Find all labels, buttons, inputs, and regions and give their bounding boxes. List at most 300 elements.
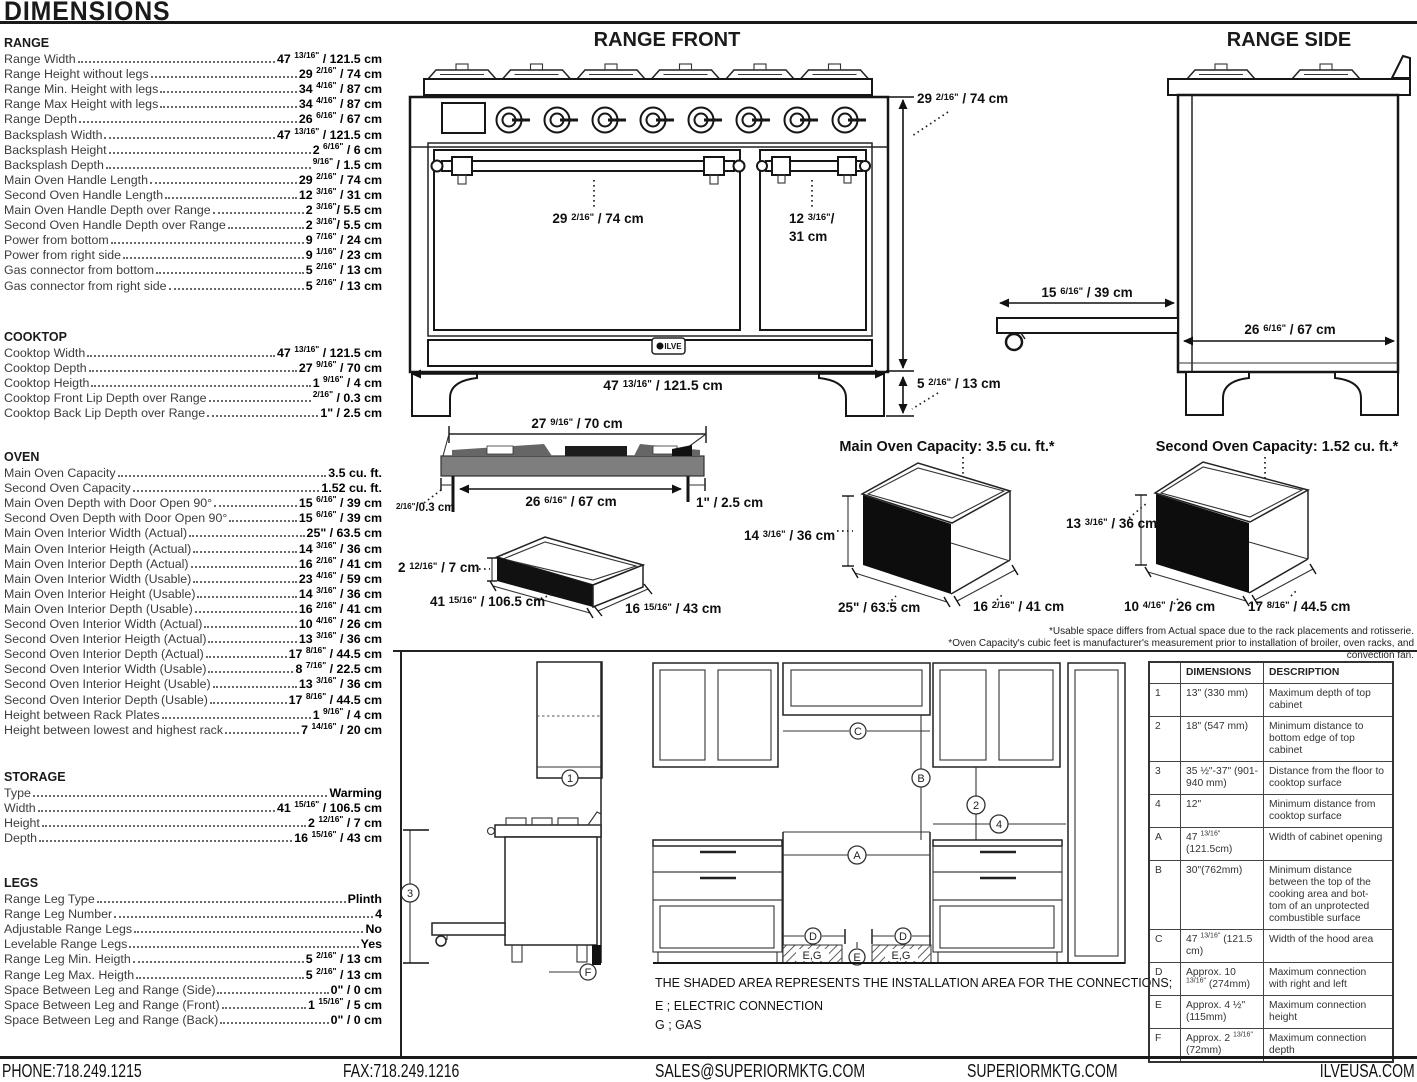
table-cell: B: [1149, 861, 1181, 930]
spec-row: [4, 157, 382, 172]
dotted-leader: [160, 106, 297, 108]
spec-row: [4, 1012, 382, 1027]
svg-text:2: 2: [972, 800, 980, 812]
spec-row: [4, 785, 382, 800]
spec-value: 0" / 0 cm: [330, 982, 382, 997]
control-knob: [833, 108, 867, 133]
dotted-leader: [195, 611, 297, 613]
spec-label: Main Oven Interior Heigth (Actual): [4, 541, 192, 556]
svg-text:C: C: [854, 726, 862, 738]
table-cell: 12": [1181, 795, 1264, 828]
side-back-leg: [1335, 372, 1398, 415]
footer-brand-site: ILVEUSA.COM: [1320, 1061, 1415, 1081]
dotted-leader: [206, 656, 287, 658]
spec-label: Backsplash Height: [4, 142, 107, 157]
spec-value: 13 $^{3/16"}$ / 36 cm: [298, 630, 382, 647]
table-cell: Maximum connection height: [1264, 996, 1394, 1029]
spec-label: Range Height without legs: [4, 67, 149, 82]
spec-label: Main Oven Handle Length: [4, 172, 148, 187]
spec-label: Space Between Leg and Range (Side): [4, 982, 216, 997]
spec-row: [4, 465, 382, 480]
dim-storage-height: 2 12/16" / 7 cm: [398, 560, 480, 575]
rear-connection-area: [592, 945, 601, 965]
table-cell: Minimum distance from cooktop surface: [1264, 795, 1394, 828]
spec-label: Gas connector from right side: [4, 278, 167, 293]
dotted-leader: [156, 272, 304, 274]
spec-section-cooktop: [4, 330, 382, 420]
spec-label: Height between lowest and highest rack: [4, 722, 224, 737]
section-heading: RANGE: [4, 36, 50, 50]
dotted-leader: [228, 227, 304, 229]
control-knob: [785, 108, 819, 133]
spec-value: 16 $^{2/16"}$ / 41 cm: [298, 554, 382, 571]
door-wheel: [1006, 334, 1022, 350]
spec-label: Second Oven Depth with Door Open 90°: [4, 511, 228, 526]
side-front-leg: [1186, 372, 1249, 415]
spec-row: [4, 906, 382, 921]
table-row: [1149, 861, 1393, 930]
dotted-leader: [150, 182, 297, 184]
spec-value: 34 $^{4/16"}$ / 87 cm: [298, 80, 382, 97]
spec-row: [4, 556, 382, 571]
dotted-leader: [134, 931, 363, 933]
table-header-cell: DIMENSIONS: [1181, 662, 1264, 684]
spec-value: Yes: [360, 937, 382, 952]
spec-label: Second Oven Handle Length: [4, 187, 164, 202]
table-cell: 4: [1149, 795, 1181, 828]
spec-section-range: [4, 36, 382, 293]
spec-row: [4, 707, 382, 722]
svg-text:D: D: [899, 931, 907, 943]
spec-value: 5 $^{2/16"}$ / 13 cm: [305, 950, 382, 967]
dim-second-oven-width: 10 4/16" / 26 cm: [1124, 599, 1216, 614]
vertical-divider: [400, 650, 402, 1057]
control-knob: [641, 108, 675, 133]
spec-row: [4, 96, 382, 111]
dim-back-lip: 1" / 2.5 cm: [696, 495, 764, 510]
footer-bar: [0, 1061, 1417, 1080]
dotted-leader: [133, 961, 304, 963]
section-heading: LEGS: [4, 876, 39, 890]
spec-label: Cooktop Heigth: [4, 376, 90, 391]
dotted-leader: [104, 137, 275, 139]
dotted-leader: [169, 288, 304, 290]
table-row: [1149, 930, 1393, 963]
table-cell: 1: [1149, 684, 1181, 717]
installation-diagram: [400, 652, 1145, 979]
spec-row: [4, 921, 382, 936]
dotted-leader: [160, 91, 297, 93]
spec-row: [4, 691, 382, 706]
spec-row: [4, 510, 382, 525]
main-oven-capacity-title: Main Oven Capacity: 3.5 cu. ft.*: [839, 439, 1055, 455]
spec-value: 2 $^{6/16"}$ / 6 cm: [312, 140, 382, 157]
spec-value: 2 $^{3/16"}$/ 5.5 cm: [305, 216, 382, 233]
table-cell: 47 $^{13/16"}$ (121.5 cm): [1181, 930, 1264, 963]
spec-value: 26 $^{6/16"}$ / 67 cm: [298, 110, 382, 127]
footer-rule: [0, 1056, 1417, 1059]
legend-gas: G ; GAS: [655, 1018, 702, 1032]
spec-value: 9 $^{1/16"}$ / 23 cm: [305, 246, 382, 263]
spec-label: Space Between Leg and Range (Front): [4, 997, 220, 1012]
svg-text:D: D: [809, 931, 817, 943]
spec-label: Second Oven Capacity: [4, 481, 131, 496]
second-oven-handle: [757, 157, 870, 183]
dotted-leader: [97, 901, 346, 903]
spec-value: 17 $^{8/16"}$ / 44.5 cm: [288, 645, 382, 662]
spec-label: Main Oven Depth with Door Open 90°: [4, 496, 213, 511]
spec-value: Plinth: [347, 892, 382, 907]
spec-row: [4, 646, 382, 661]
spec-row: [4, 525, 382, 540]
spec-value: 17 $^{8/16"}$ / 44.5 cm: [288, 690, 382, 707]
spec-row: [4, 232, 382, 247]
table-cell: F: [1149, 1029, 1181, 1063]
spec-value: 34 $^{4/16"}$ / 87 cm: [298, 95, 382, 112]
spec-row: [4, 405, 382, 420]
storage-drawer-box: [398, 537, 721, 618]
spec-row: [4, 571, 382, 586]
spec-row: [4, 217, 382, 232]
dotted-leader: [204, 626, 297, 628]
spec-value: 7 $^{14/16"}$ / 20 cm: [301, 720, 382, 737]
table-row: [1149, 996, 1393, 1029]
control-display: [442, 103, 485, 133]
dim-front-lip: 2/16"/0.3 cm: [396, 501, 455, 514]
spec-value: 5 $^{2/16"}$ / 13 cm: [305, 965, 382, 982]
spec-row: [4, 631, 382, 646]
dotted-leader: [208, 671, 293, 673]
dim-second-oven-depth: 17 8/16" / 44.5 cm: [1248, 599, 1351, 614]
spec-label: Second Oven Interior Depth (Actual): [4, 647, 204, 662]
open-door-shelf: [997, 318, 1178, 333]
spec-row: [4, 616, 382, 631]
spec-value: 27 $^{9/16"}$ / 70 cm: [298, 359, 382, 376]
spec-row: [4, 936, 382, 951]
spec-label: Range Leg Type: [4, 892, 95, 907]
ilve-badge: [652, 338, 685, 354]
dotted-leader: [42, 825, 306, 827]
legend-electric: E ; ELECTRIC CONNECTION: [655, 999, 824, 1013]
dotted-leader: [193, 581, 297, 583]
spec-row: [4, 800, 382, 815]
spec-row: [4, 262, 382, 277]
dotted-leader: [109, 152, 311, 154]
spec-label: Levelable Range Legs: [4, 937, 128, 952]
spec-value: 1.52 cu. ft.: [321, 481, 382, 496]
table-row: [1149, 828, 1393, 861]
spec-label: Range Leg Max. Heigth: [4, 967, 135, 982]
dotted-leader: [118, 475, 327, 477]
spec-label: Type: [4, 786, 31, 801]
dotted-leader: [209, 400, 311, 402]
spec-value: $^{9/16"}$ / 1.5 cm: [312, 155, 382, 172]
spec-column: [0, 0, 392, 1056]
dotted-leader: [136, 977, 304, 979]
hood-cabinet: [783, 663, 930, 715]
spec-value: 47 $^{13/16"}$ / 121.5 cm: [277, 125, 382, 142]
dim-door-open: 15 6/16" / 39 cm: [1041, 285, 1133, 300]
spec-label: Range Leg Min. Heigth: [4, 952, 131, 967]
footer-email: SALES@SUPERIORMKTG.COM: [655, 1061, 866, 1081]
dotted-leader: [214, 505, 297, 507]
table-cell: 47 $^{13/16"}$(121.5cm): [1181, 828, 1264, 861]
control-knob: [545, 108, 579, 133]
cooktop-grates: [428, 64, 869, 79]
second-oven-capacity-title: Second Oven Capacity: 1.52 cu. ft.*: [1155, 439, 1399, 455]
spec-row: [4, 982, 382, 997]
range-front-diagram: [395, 25, 1020, 425]
dim-range-depth: 26 6/16" / 67 cm: [1244, 322, 1336, 337]
spec-row: [4, 390, 382, 405]
dim-main-handle: 29 2/16" / 74 cm: [552, 211, 644, 226]
spec-label: Cooktop Front Lip Depth over Range: [4, 391, 207, 406]
dotted-leader: [217, 992, 328, 994]
horizontal-divider: [393, 650, 1417, 652]
svg-text:1: 1: [566, 773, 574, 785]
svg-text:F: F: [584, 967, 592, 979]
spec-label: Backsplash Depth: [4, 157, 104, 172]
spec-row: [4, 172, 382, 187]
table-row: [1149, 795, 1393, 828]
spec-label: Main Oven Handle Depth over Range: [4, 203, 211, 218]
dim-main-oven-depth: 16 2/16" / 41 cm: [973, 599, 1065, 614]
spec-label: Range Width: [4, 52, 76, 67]
section-heading: OVEN: [4, 450, 40, 464]
second-oven-capacity-box: [1066, 439, 1399, 614]
spec-value: 2 $^{3/16"}$/ 5.5 cm: [305, 200, 382, 218]
table-row: [1149, 717, 1393, 762]
dotted-leader: [207, 415, 318, 417]
spec-row: [4, 951, 382, 966]
spec-row: [4, 81, 382, 96]
spec-row: [4, 722, 382, 737]
tall-cabinet: [1068, 663, 1125, 963]
spec-row: [4, 187, 382, 202]
spec-label: Height: [4, 816, 40, 831]
table-cell: Maximum depth of top cabinet: [1264, 684, 1394, 717]
backsplash: [1392, 56, 1410, 78]
spec-value: 5 $^{2/16"}$ / 13 cm: [305, 276, 382, 293]
spec-value: 12 $^{3/16"}$ / 31 cm: [298, 185, 382, 202]
spec-label: Gas connector from bottom: [4, 263, 155, 278]
dotted-leader: [191, 566, 297, 568]
svg-text:4: 4: [995, 819, 1003, 831]
spec-section-storage: [4, 770, 382, 845]
table-cell: 35 ½"-37" (901-940 mm): [1181, 762, 1264, 795]
dim-second-handle-1: 12 3/16"/: [789, 211, 835, 226]
dim-range-height: 29 2/16" / 74 cm: [917, 91, 1009, 106]
table-header-cell: DESCRIPTION: [1264, 662, 1394, 684]
spec-value: No: [365, 922, 382, 937]
spec-value: 15 $^{6/16"}$ / 39 cm: [298, 509, 382, 526]
spec-label: Cooktop Back Lip Depth over Range: [4, 406, 206, 421]
spec-value: 47 $^{13/16"}$ / 121.5 cm: [277, 343, 382, 361]
table-cell: A: [1149, 828, 1181, 861]
spec-row: [4, 142, 382, 157]
spec-value: 14 $^{3/16"}$ / 36 cm: [298, 584, 382, 601]
dotted-leader: [78, 61, 275, 63]
table-cell: E: [1149, 996, 1181, 1029]
range-side-title: RANGE SIDE: [1226, 29, 1352, 51]
spec-section-oven: [4, 450, 382, 737]
spec-value: 16 $^{2/16"}$ / 41 cm: [298, 599, 382, 616]
dotted-leader: [151, 76, 297, 78]
main-oven-capacity-box: [744, 439, 1064, 615]
dim-storage-depth: 16 15/16" / 43 cm: [625, 601, 722, 616]
dotted-leader: [189, 535, 304, 537]
spec-row: [4, 277, 382, 292]
spec-row: [4, 661, 382, 676]
spec-value: 9 $^{7/16"}$ / 24 cm: [305, 231, 382, 248]
table-cell: 3: [1149, 762, 1181, 795]
dim-leg-height: 5 2/16" / 13 cm: [917, 376, 1001, 391]
dimensions-table: [1148, 661, 1394, 1063]
dotted-leader: [220, 1022, 328, 1024]
dim-range-width: 47 13/16" / 121.5 cm: [603, 377, 723, 393]
table-cell: Width of the hood area: [1264, 930, 1394, 963]
spec-label: Second Oven Interior Depth (Usable): [4, 692, 208, 707]
spec-row: [4, 111, 382, 126]
svg-text:A: A: [853, 850, 861, 862]
spec-value: 2 $^{12/16"}$ / 7 cm: [308, 814, 382, 831]
dim-main-oven-width: 25" / 63.5 cm: [838, 600, 921, 615]
spec-label: Main Oven Interior Height (Usable): [4, 586, 196, 601]
svg-text:E: E: [853, 952, 861, 964]
spec-value: 13 $^{3/16"}$ / 36 cm: [298, 675, 382, 692]
dim-main-oven-height: 14 3/16" / 36 cm: [744, 528, 836, 543]
table-cell: Maximum connection with right and left: [1264, 963, 1394, 996]
section-heading: STORAGE: [4, 770, 66, 784]
table-cell: 2: [1149, 717, 1181, 762]
control-knob: [737, 108, 771, 133]
spec-label: Range Depth: [4, 112, 78, 127]
spec-label: Main Oven Interior Width (Actual): [4, 526, 188, 541]
spec-value: 16 $^{15/16"}$ / 43 cm: [294, 829, 382, 846]
storage-drawer: [428, 340, 872, 366]
spec-value: Warming: [329, 786, 382, 801]
spec-label: Main Oven Interior Width (Usable): [4, 571, 192, 586]
spec-value: 1 $^{9/16"}$ / 4 cm: [312, 705, 382, 722]
oven-capacity-diagrams: [740, 425, 1417, 655]
section-heading: COOKTOP: [4, 330, 67, 344]
spec-value: 41 $^{15/16"}$ / 106.5 cm: [277, 799, 382, 816]
main-oven-handle: [432, 157, 745, 184]
table-header-cell: [1149, 662, 1181, 684]
spec-label: Power from bottom: [4, 233, 109, 248]
connection-label-right: E,G: [891, 950, 911, 962]
table-row: [1149, 762, 1393, 795]
table-cell: Width of cabinet opening: [1264, 828, 1394, 861]
spec-label: Cooktop Width: [4, 346, 86, 361]
spec-row: [4, 345, 382, 360]
page-title: DIMENSIONS: [4, 0, 171, 26]
spec-label: Cooktop Depth: [4, 361, 87, 376]
spec-value: 1 $^{15/16"}$ / 5 cm: [308, 995, 382, 1012]
installation-side-view: [401, 662, 602, 980]
dotted-leader: [213, 686, 297, 688]
spec-label: Second Oven Interior Width (Usable): [4, 662, 207, 677]
spec-label: Width: [4, 801, 36, 816]
spec-row: [4, 586, 382, 601]
spec-label: Range Max Height with legs: [4, 97, 159, 112]
spec-row: [4, 830, 382, 845]
dim-burner-span: 26 6/16" / 67 cm: [525, 494, 617, 509]
spec-label: Main Oven Interior Depth (Usable): [4, 601, 193, 616]
dotted-leader: [89, 370, 297, 372]
table-cell: Approx. 10 $^{13/16"}$ (274mm): [1181, 963, 1264, 996]
dotted-leader: [79, 121, 297, 123]
dotted-leader: [91, 385, 310, 387]
spec-label: Space Between Leg and Range (Back): [4, 1012, 219, 1027]
table-cell: Minimum distance to bottom edge of top cabinet: [1264, 717, 1394, 762]
footer-fax: FAX:718.249.1216: [343, 1061, 460, 1081]
spec-label: Range Min. Height with legs: [4, 82, 159, 97]
dotted-leader: [197, 596, 296, 598]
spec-value: 47 $^{13/16"}$ / 121.5 cm: [277, 49, 382, 67]
spec-label: Second Oven Handle Depth over Range: [4, 218, 226, 233]
footer-phone: PHONE:718.249.1215: [2, 1061, 142, 1081]
spec-value: 14 $^{3/16"}$ / 36 cm: [298, 539, 382, 556]
spec-value: 8 $^{7/16"}$ / 22.5 cm: [295, 660, 382, 677]
dim-cooktop-depth: 27 9/16" / 70 cm: [531, 416, 623, 431]
spec-label: Main Oven Capacity: [4, 466, 116, 481]
table-cell: 13" (330 mm): [1181, 684, 1264, 717]
dotted-leader: [222, 1007, 306, 1009]
spec-value: 1" / 2.5 cm: [320, 406, 382, 421]
spec-row: [4, 997, 382, 1012]
connection-label-left: E,G: [802, 950, 822, 962]
spec-label: Main Oven Interior Depth (Actual): [4, 556, 189, 571]
side-cooktop-edge: [1168, 79, 1410, 95]
range-front-title: RANGE FRONT: [593, 29, 741, 51]
spec-label: Second Oven Interior Height (Usable): [4, 677, 211, 692]
main-oven-door: [434, 150, 740, 330]
spec-row: [4, 480, 382, 495]
range-side-diagram: [930, 25, 1417, 425]
left-wall-cabinet: [653, 663, 778, 767]
control-knob: [497, 108, 531, 133]
svg-text:3: 3: [406, 888, 414, 900]
dotted-leader: [133, 490, 320, 492]
table-cell: D: [1149, 963, 1181, 996]
brand-logo-text: ILVE: [664, 342, 682, 351]
cooktop-edge: [424, 79, 872, 95]
spec-label: Adjustable Range Legs: [4, 922, 133, 937]
spec-value: 10 $^{4/16"}$ / 26 cm: [298, 614, 382, 632]
table-header-row: [1149, 662, 1393, 684]
spec-row: [4, 601, 382, 616]
spec-value: 4: [375, 907, 382, 922]
cooktop-profile: [396, 416, 763, 514]
svg-text:B: B: [917, 773, 925, 785]
control-knob: [593, 108, 627, 133]
spec-value: $^{2/16"}$ / 0.3 cm: [312, 389, 382, 406]
footnote-capacity: *Oven Capacity's cubic feet is manufacturer's measurement prior to installation of broiler, oven racks, and convection fan.: [948, 638, 1414, 661]
spec-value: 29 $^{2/16"}$ / 74 cm: [298, 170, 382, 187]
dim-storage-width: 41 15/16" / 106.5 cm: [430, 594, 546, 609]
spec-value: 1 $^{9/16"}$ / 4 cm: [312, 374, 382, 391]
spec-row: [4, 51, 382, 66]
dotted-leader: [87, 355, 275, 357]
dotted-leader: [162, 717, 311, 719]
spec-row: [4, 676, 382, 691]
dotted-leader: [229, 520, 297, 522]
spec-row: [4, 126, 382, 141]
table-cell: Approx. 4 ½" (115mm): [1181, 996, 1264, 1029]
dotted-leader: [165, 197, 297, 199]
spec-value: 25" / 63.5 cm: [306, 526, 382, 541]
